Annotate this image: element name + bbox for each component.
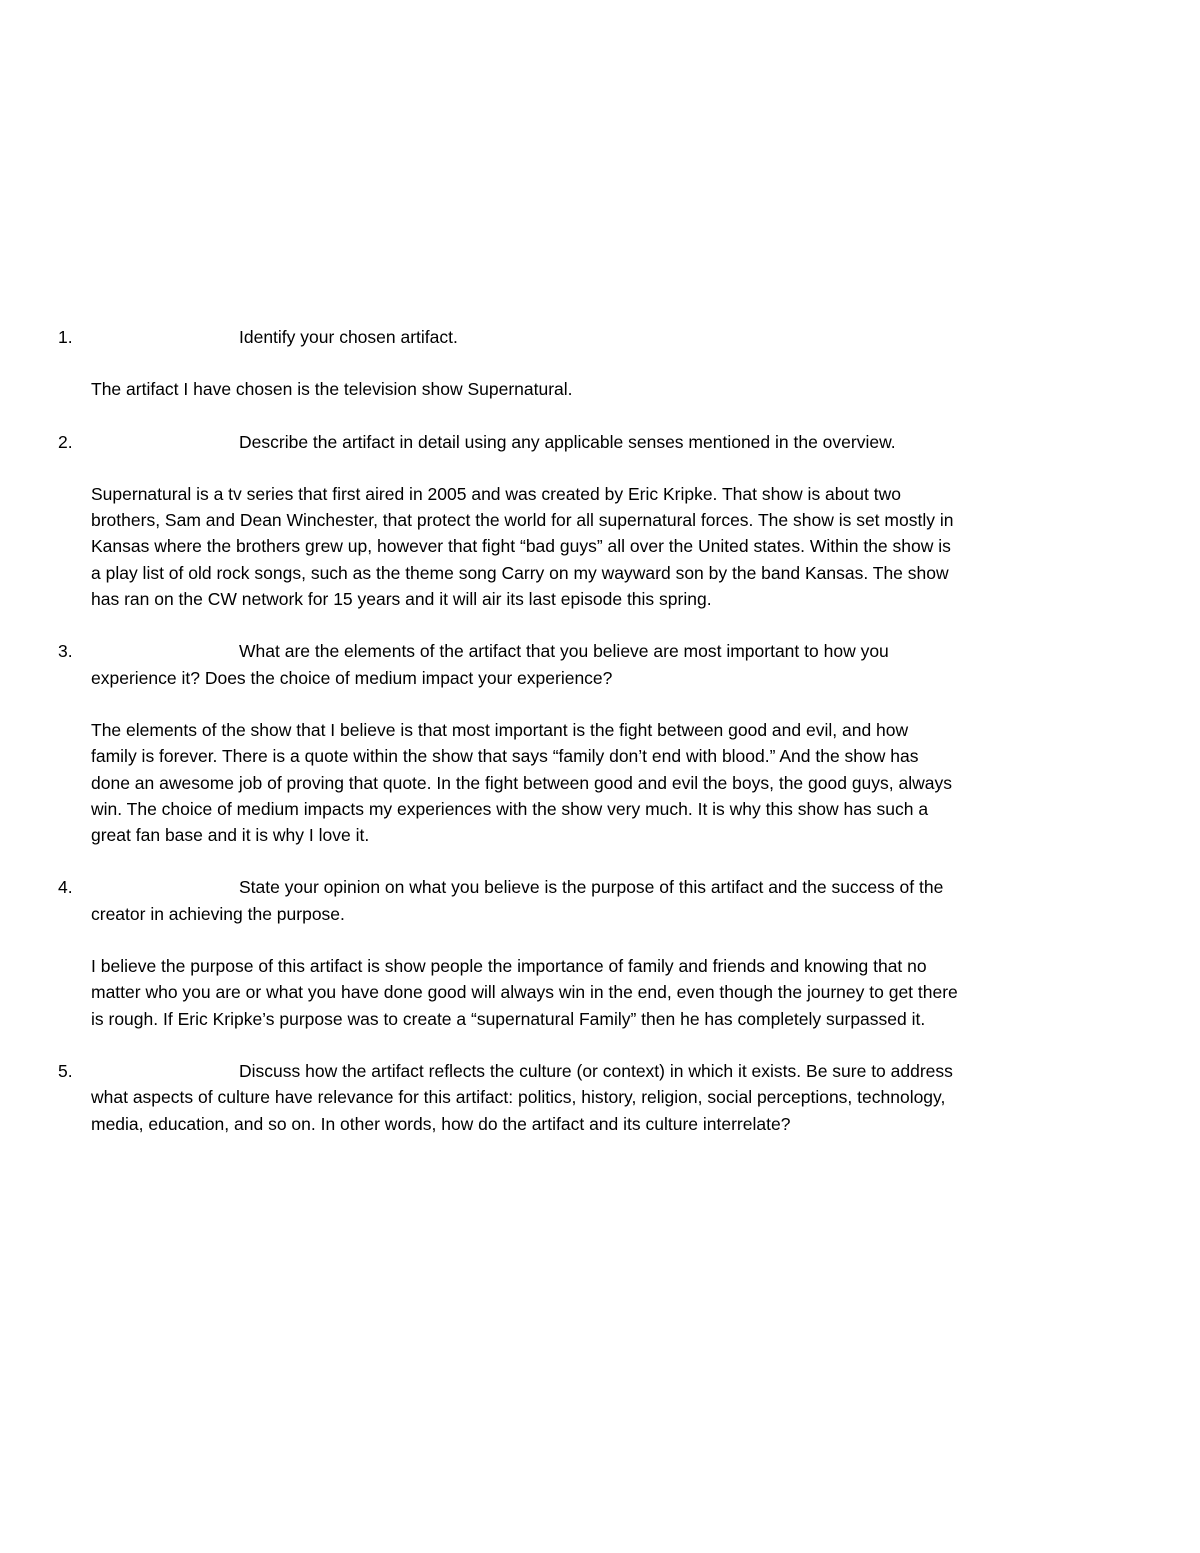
question-4	[58, 874, 958, 927]
question-prompt: Discuss how the artifact reflects the culture (or context) in which it exists. Be sure to address what aspects of culture have relevance for this artifact: politics, history, religion, social perceptions, technology, media, education, and so on. In other words, how do the artifact and its culture interrelate?	[91, 1060, 953, 1134]
answer-3: The elements of the show that I believe is that most important is the fight between good and evil, and how family is forever. There is a quote within the show that says “family don’t end with blood.” And the show has done an awesome job of proving that quote. In the fight between good and evil the boys, the good guys, always win. The choice of medium impacts my experiences with the show very much. It is why this show has such a great fan base and it is why I love it.	[91, 719, 953, 846]
question-1	[58, 324, 958, 350]
question-prompt: What are the elements of the artifact that you believe are most important to how you experience it? Does the choice of medium impact your experience?	[91, 641, 889, 688]
question-number: 1.	[58, 327, 73, 347]
answer-2: Supernatural is a tv series that first aired in 2005 and was created by Eric Kripke. That show is about two brothers, Sam and Dean Winchester, that protect the world for all supernatural forces. The show is set mostly in Kansas where the brothers grew up, however that fight “bad guys” all over the United states. Within the show is a play list of old rock songs, such as the theme song Carry on my wayward son by the band Kansas. The show has ran on the CW network for 15 years and it will air its last episode this spring.	[91, 483, 954, 610]
question-number: 4.	[58, 877, 73, 898]
question-number: 2.	[58, 431, 73, 452]
question-number: 3.	[58, 641, 73, 662]
question-number: 5.	[58, 1060, 73, 1081]
question-2	[58, 429, 958, 455]
answer-4: I believe the purpose of this artifact is show people the importance of family and friends and knowing that no matter who you are or what you have done good will always win in the end, even though the journey to get there is rough. If Eric Kripke’s purpose was to create a “supernatural Family” then he has completely surpassed it.	[91, 956, 958, 1029]
question-prompt: Describe the artifact in detail using any applicable senses mentioned in the overview.	[239, 431, 896, 452]
question-3	[58, 638, 958, 691]
answer-1: The artifact I have chosen is the television show Supernatural.	[91, 379, 573, 400]
question-5	[58, 1058, 958, 1137]
question-prompt: Identify your chosen artifact.	[239, 327, 458, 347]
document-body	[58, 324, 958, 1137]
question-prompt: State your opinion on what you believe is the purpose of this artifact and the success of the creator in achieving the purpose.	[91, 877, 944, 924]
